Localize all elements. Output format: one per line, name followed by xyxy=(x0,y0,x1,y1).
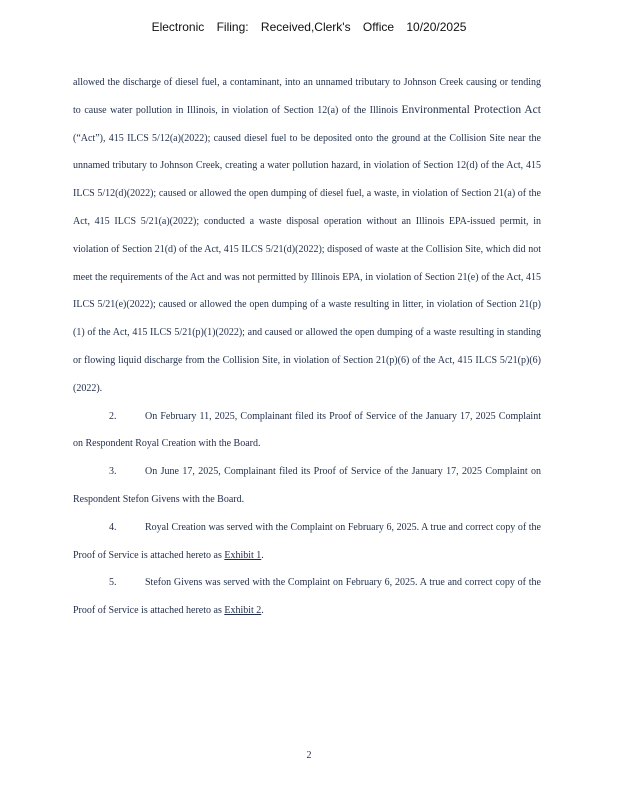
paragraph-number: 4. xyxy=(109,521,117,533)
paragraph-end: . xyxy=(261,549,264,561)
intro-text-part2: (“Act”), 415 ILCS 5/12(a)(2022); caused diesel fuel to be deposited onto the ground at the Collision Site near the unnamed tributary to Johnson Creek, creating a water pollution hazard, in violation of Section 12(d) of the Act, 415 ILCS 5/12(d)(2022); caused or allowed the open dumping of diesel fuel, a waste, in violation of Section 21(a) of the Act, 415 ILCS 5/21(a)(2022); conducted a waste disposal operation without an Illinois EPA-issued permit, in violation of Section 21(d) of the Act, 415 ILCS 5/21(d)(2022); disposed of waste at the Collision Site, which did not meet the requirements of the Act and was not permitted by Illinois EPA, in violation of Section 21(e) of the Act, 415 ILCS 5/21(e)(2022); caused or allowed the open dumping of a waste resulting in litter, in violation of Section 21(p)(1) of the Act, 415 ILCS 5/21(p)(1)(2022); and caused or allowed the open dumping of a waste resulting in standing or flowing liquid discharge from the Collision Site, in violation of Section 21(p)(6) of the Act, 415 ILCS 5/21(p)(6)(2022). xyxy=(73,132,541,394)
exhibit-2-link[interactable]: Exhibit 2 xyxy=(224,605,262,617)
paragraph-end: . xyxy=(261,605,264,617)
paragraph-number: 3. xyxy=(109,466,117,478)
paragraph-text: On June 17, 2025, Complainant filed its Proof of Service of the January 17, 2025 Complaint on Respondent Stefon Givens with the Board. xyxy=(73,466,541,505)
intro-text-part1: allowed the discharge of diesel fuel, a contaminant, into an unnamed tributary to Johnson Creek causing or tending to cause water pollution in Illinois, in violation of Section 12(a) of the Illinois xyxy=(73,77,541,116)
intro-paragraph xyxy=(73,69,541,403)
page-number: 2 xyxy=(306,750,312,761)
paragraph-3 xyxy=(73,458,541,514)
exhibit-1-link[interactable]: Exhibit 1 xyxy=(224,549,262,561)
paragraph-2 xyxy=(73,403,541,459)
paragraph-text: Royal Creation was served with the Complaint on February 6, 2025. A true and correct copy of the Proof of Service is attached hereto as xyxy=(73,521,541,561)
paragraph-text: Stefon Givens was served with the Complaint on February 6, 2025. A true and correct copy of the Proof of Service is attached hereto as xyxy=(73,577,541,617)
filing-header: Electronic Filing: Received,Clerk's Office 10/20/2025 xyxy=(151,20,467,34)
paragraph-4 xyxy=(73,514,541,570)
paragraph-text: On February 11, 2025, Complainant filed its Proof of Service of the January 17, 2025 Complaint on Respondent Royal Creation with the Board. xyxy=(73,410,541,450)
document-body xyxy=(73,69,541,625)
act-name: Environmental Protection Act xyxy=(401,103,541,116)
paragraph-number: 5. xyxy=(109,577,117,589)
paragraph-5 xyxy=(73,569,541,625)
paragraph-number: 2. xyxy=(109,410,117,422)
